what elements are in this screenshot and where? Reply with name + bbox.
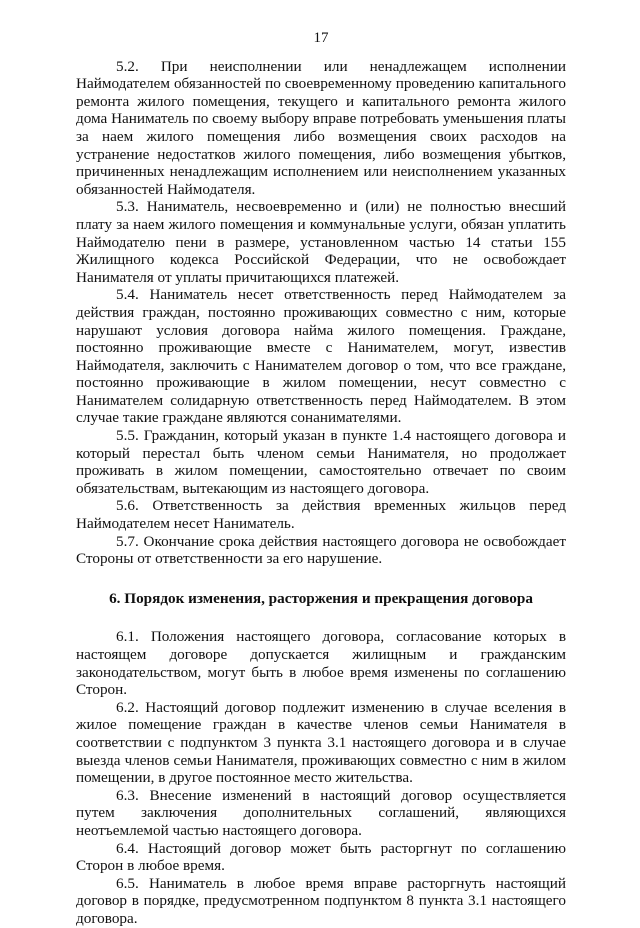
paragraph-6-4: 6.4. Настоящий договор может быть расторгнут по соглашению Сторон в любое время. [76, 839, 566, 875]
paragraph-5-5: 5.5. Гражданин, который указан в пункте 1.4 настоящего договора и который перестал быть членом семьи Нанимателя, но продолжает проживать в жилом помещении, самостоятельно отвечает по своим обязательствам, вытекающим из настоящего договора. [76, 427, 566, 497]
document-page [76, 30, 566, 928]
paragraph-6-1: 6.1. Положения настоящего договора, согласование которых в настоящем договоре допускается жилищным и гражданским законодательством, могут быть в любое время изменены по соглашению Сторон. [76, 628, 566, 699]
paragraph-5-7: 5.7. Окончание срока действия настоящего договора не освобождает Стороны от ответственности за его нарушение. [76, 532, 566, 568]
paragraph-5-2: 5.2. При неисполнении или ненадлежащем исполнении Наймодателем обязанностей по своевременному проведению капитального ремонта жилого помещения, текущего и капитального ремонта жилого дома Наниматель по своему выбору вправе потребовать уменьшения платы за наем жилого помещения либо возмещения своих расходов на устранение недостатков жилого помещения, либо возмещения убытков, причиненных ненадлежащим исполнением или неисполнением указанных обязанностей Наймодателя. [76, 57, 567, 198]
paragraph-6-5: 6.5. Наниматель в любое время вправе расторгнуть настоящий договор в порядке, предусмотренном подпунктом 8 пункта 3.1 настоящего договора. [76, 874, 566, 927]
section-heading: 6. Порядок изменения, расторжения и прекращения договора [109, 589, 533, 607]
paragraph-5-4: 5.4. Наниматель несет ответственность перед Наймодателем за действия граждан, постоянно проживающих совместно с ним, которые нарушают условия договора найма жилого помещения. Граждане, постоянно проживающие вместе с Нанимателем, могут, известив Наймодателя, заключить с Нанимателем договор о том, что все граждане, постоянно проживающие в жилом помещении, несут совместно с Нанимателем солидарную ответственность перед Наймодателем. В этом случае такие граждане являются сонанимателями. [76, 286, 566, 427]
paragraph-6-2: 6.2. Настоящий договор подлежит изменению в случае вселения в жилое помещение граждан в качестве членов семьи Нанимателя в соответствии с подпунктом 3 пункта 3.1 настоящего договора и в случае выезда членов семьи Нанимателя, проживающих совместно с ним в жилом помещении, в другое постоянное место жительства. [76, 698, 566, 787]
paragraph-6-3: 6.3. Внесение изменений в настоящий договор осуществляется путем заключения дополнительных соглашений, являющихся неотъемлемой частью настоящего договора. [76, 786, 566, 839]
paragraph-5-3: 5.3. Наниматель, несвоевременно и (или) не полностью внесший плату за наем жилого помещения и коммунальные услуги, обязан уплатить Наймодателю пени в размере, установленном частью 14 статьи 155 Жилищного кодекса Российской Федерации, что не освобождает Нанимателя от уплаты причитающихся платежей. [76, 198, 566, 286]
page-number: 17 [313, 30, 329, 46]
paragraph-5-6: 5.6. Ответственность за действия временных жильцов перед Наймодателем несет Наниматель. [76, 497, 566, 533]
